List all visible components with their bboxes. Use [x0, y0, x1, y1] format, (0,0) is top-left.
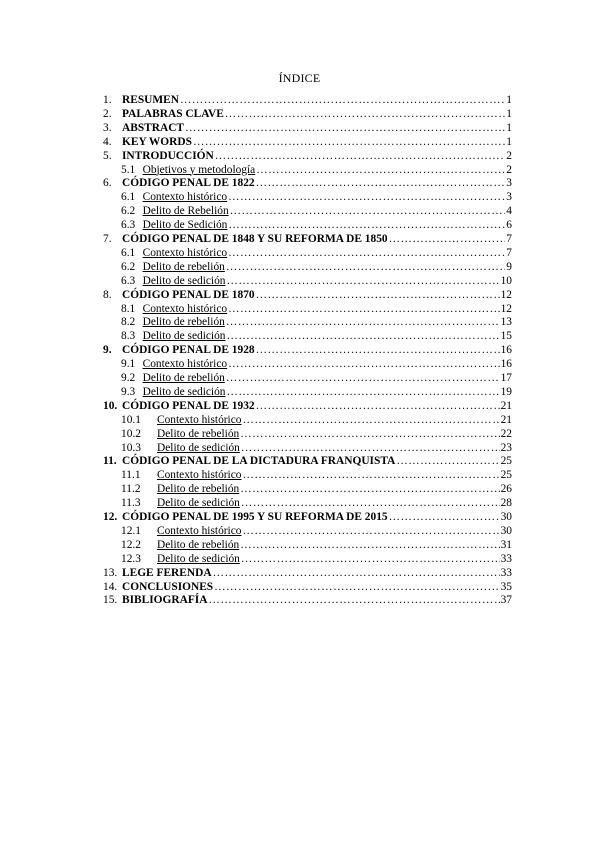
toc-entry-number: 8.: [103, 288, 112, 301]
toc-entry-number: 4.: [103, 135, 112, 148]
toc-entry-page: 7: [506, 246, 512, 259]
toc-entry-label[interactable]: CÓDIGO PENAL DE LA DICTADURA FRANQUISTA: [122, 455, 396, 468]
dot-leader: [228, 218, 505, 232]
toc-entry-label[interactable]: CÓDIGO PENAL DE 1995 Y SU REFORMA DE 2015: [122, 511, 388, 523]
toc-entry-page: 17: [500, 372, 512, 384]
toc-entry-number: 12.: [103, 511, 118, 523]
toc-entry-page: 2: [506, 149, 512, 162]
toc-entry-number: 9.2: [121, 372, 136, 384]
toc-entry[interactable]: [0, 510, 599, 524]
toc-entry-label[interactable]: Delito de rebelión: [157, 483, 240, 496]
dot-leader: [396, 454, 499, 468]
toc-entry-page: 10: [500, 274, 512, 287]
toc-entry[interactable]: [0, 232, 599, 246]
toc-entry-number: 11.2: [121, 483, 141, 496]
toc-entry-page: 16: [500, 344, 512, 357]
toc-entry-page: 4: [506, 205, 512, 218]
toc-entry-label[interactable]: Contexto histórico: [157, 524, 242, 537]
toc-entry-page: 3: [506, 177, 512, 190]
toc-entry-page: 26: [500, 483, 512, 496]
dot-leader: [226, 315, 500, 329]
toc-entry-number: 9.1: [121, 358, 136, 371]
toc-entry-number: 12.3: [121, 552, 141, 565]
toc-entry-page: 15: [500, 330, 512, 343]
toc-entry-label[interactable]: RESUMEN: [122, 94, 179, 106]
toc-entry-page: 1: [506, 121, 512, 134]
toc-entry[interactable]: [0, 149, 599, 163]
toc-entry-label[interactable]: Delito de rebelión: [157, 427, 240, 440]
toc-entry-label[interactable]: ABSTRACT: [122, 121, 185, 134]
toc-entry-number: 5.1: [121, 163, 136, 176]
toc-entry-number: 8.3: [121, 330, 136, 343]
toc-entry-page: 19: [500, 385, 512, 398]
toc-entry-label[interactable]: Delito de rebelión: [157, 538, 240, 551]
toc-entry-label[interactable]: Contexto histórico: [142, 358, 228, 371]
toc-entry[interactable]: [0, 246, 599, 260]
dot-leader: [225, 107, 506, 121]
toc-entry-label[interactable]: Contexto histórico: [142, 191, 228, 204]
toc-entry[interactable]: [0, 482, 599, 496]
dot-leader: [193, 135, 505, 149]
toc-entry-page: 7: [506, 233, 512, 245]
dot-leader: [226, 274, 499, 288]
toc-entry[interactable]: [0, 371, 599, 385]
toc-entry[interactable]: [0, 454, 599, 468]
toc-entry-label[interactable]: CÓDIGO PENAL DE 1870: [122, 288, 255, 301]
toc-entry[interactable]: [0, 552, 599, 566]
toc-entry-number: 10.: [103, 399, 118, 412]
toc-entry-label[interactable]: Delito de sedición: [157, 552, 240, 565]
toc-entry-number: 3.: [103, 121, 112, 134]
toc-entry[interactable]: [0, 524, 599, 538]
toc-entry-label[interactable]: PALABRAS CLAVE: [122, 107, 224, 120]
toc-entry-page: 21: [500, 399, 512, 412]
toc-entry-number: 7.: [103, 233, 112, 245]
toc-entry-label[interactable]: Contexto histórico: [157, 469, 242, 482]
toc-entry-page: 1: [506, 135, 512, 148]
dot-leader: [240, 427, 499, 441]
toc-entry-label[interactable]: Delito de sedición: [142, 274, 226, 287]
toc-entry[interactable]: [0, 302, 599, 316]
toc-entry[interactable]: [0, 190, 599, 204]
dot-leader: [214, 580, 499, 594]
toc-entry-label[interactable]: Delito de rebelión: [142, 372, 225, 384]
toc-entry[interactable]: [0, 496, 599, 510]
dot-leader: [256, 163, 505, 177]
toc-entry-label[interactable]: Objetivos y metodología: [142, 163, 256, 176]
toc-entry-label[interactable]: Delito de sedición: [142, 385, 226, 398]
dot-leader: [242, 413, 499, 427]
toc-entry[interactable]: [0, 107, 599, 121]
toc-entry-page: 25: [500, 469, 512, 482]
toc-entry-label[interactable]: Delito de sedición: [142, 330, 226, 343]
toc-entry-page: 12: [500, 288, 512, 301]
toc-entry-number: 11.: [103, 455, 117, 468]
toc-entry-number: 10.2: [121, 427, 141, 440]
toc-entry-page: 31: [500, 538, 512, 551]
toc-entry-page: 37: [500, 594, 512, 607]
toc-entry[interactable]: [0, 274, 599, 288]
toc-entry-label[interactable]: CONCLUSIONES: [122, 580, 214, 593]
toc-entry-number: 9.: [103, 344, 112, 357]
toc-entry-number: 14.: [103, 580, 118, 593]
dot-leader: [228, 357, 500, 371]
toc-title: ÍNDICE: [278, 71, 321, 85]
toc-entry-number: 10.1: [121, 413, 141, 426]
toc-entry[interactable]: [0, 399, 599, 413]
toc-entry-page: 1: [506, 107, 512, 120]
toc-entry-number: 15.: [103, 594, 118, 607]
toc-entry-page: 25: [500, 455, 512, 468]
dot-leader: [226, 260, 505, 274]
dot-leader: [241, 496, 500, 510]
toc-entry-number: 6.1: [121, 246, 136, 259]
toc-entry-number: 6.3: [121, 219, 136, 232]
toc-entry[interactable]: [0, 468, 599, 482]
toc-entry-label[interactable]: INTRODUCCIÓN: [122, 149, 214, 162]
toc-entry[interactable]: [0, 93, 599, 107]
toc-entry-page: 21: [500, 413, 512, 426]
toc-entry-label[interactable]: Delito de Sedición: [142, 219, 228, 232]
dot-leader: [242, 524, 499, 538]
toc-entry-number: 12.2: [121, 538, 141, 551]
dot-leader: [185, 121, 505, 135]
toc-entry[interactable]: [0, 288, 599, 302]
toc-entry[interactable]: [0, 357, 599, 371]
toc-entry-page: 12: [500, 302, 512, 315]
toc-entry[interactable]: [0, 176, 599, 190]
dot-leader: [208, 593, 499, 607]
toc-entry-number: 13.: [103, 566, 118, 579]
toc-entry[interactable]: [0, 441, 599, 455]
toc-entry-label[interactable]: Contexto histórico: [142, 246, 228, 259]
toc-entry-page: 28: [500, 497, 512, 510]
dot-leader: [215, 149, 506, 163]
toc-entry-page: 22: [500, 427, 512, 440]
toc-entry[interactable]: [0, 343, 599, 357]
toc-entry-number: 2.: [103, 107, 112, 120]
toc-entry-page: 30: [500, 511, 512, 523]
toc-entry-number: 12.1: [121, 524, 141, 537]
toc-entry-number: 8.2: [121, 316, 136, 329]
toc-entry-page: 30: [500, 524, 512, 537]
dot-leader: [389, 232, 506, 246]
dot-leader: [256, 176, 506, 190]
dot-leader: [241, 552, 500, 566]
toc-entry-label[interactable]: Delito de sedición: [157, 441, 240, 454]
toc-entry[interactable]: [0, 121, 599, 135]
toc-entry-label[interactable]: CÓDIGO PENAL DE 1848 Y SU REFORMA DE 1850: [122, 233, 388, 245]
dot-leader: [240, 538, 499, 552]
toc-entry[interactable]: [0, 413, 599, 427]
dot-leader: [228, 190, 505, 204]
toc-entry-label[interactable]: LEGE FERENDA: [122, 566, 212, 579]
toc-entry-page: 13: [500, 316, 512, 329]
toc-entry-label[interactable]: CÓDIGO PENAL DE 1932: [122, 399, 255, 412]
toc-entry-page: 6: [506, 219, 512, 232]
toc-entry-label[interactable]: Contexto histórico: [157, 413, 242, 426]
dot-leader: [256, 399, 500, 413]
toc-entry[interactable]: [0, 218, 599, 232]
dot-leader: [226, 329, 499, 343]
toc-entry-page: 35: [500, 580, 512, 593]
dot-leader: [241, 441, 500, 455]
toc-entry-label[interactable]: KEY WORDS: [122, 135, 192, 148]
toc-entry[interactable]: [0, 566, 599, 580]
toc-entry-label[interactable]: Delito de sedición: [157, 497, 240, 510]
toc-entry[interactable]: [0, 329, 599, 343]
toc-entry-number: 10.3: [121, 441, 141, 454]
toc-entry-label[interactable]: Contexto histórico: [142, 302, 228, 315]
toc-entry-number: 6.2: [121, 260, 136, 273]
toc-entry[interactable]: [0, 593, 599, 607]
dot-leader: [180, 93, 505, 107]
dot-leader: [228, 302, 500, 316]
toc-entry-page: 2: [506, 163, 512, 176]
toc-entry-page: 3: [506, 191, 512, 204]
toc-entry-label[interactable]: Delito de rebelión: [142, 316, 225, 329]
toc-entry-number: 8.1: [121, 302, 136, 315]
dot-leader: [389, 510, 500, 524]
toc-entry[interactable]: [0, 385, 599, 399]
toc-entry-label[interactable]: Delito de Rebelión: [142, 205, 229, 218]
toc-entry[interactable]: [0, 315, 599, 329]
dot-leader: [228, 246, 505, 260]
dot-leader: [213, 566, 500, 580]
toc-entry[interactable]: [0, 204, 599, 218]
toc-entry-page: 23: [500, 441, 512, 454]
toc-entry-number: 6.: [103, 177, 112, 190]
toc-entry-label[interactable]: CÓDIGO PENAL DE 1822: [122, 177, 255, 190]
dot-leader: [226, 385, 499, 399]
toc-entry-number: 6.1: [121, 191, 136, 204]
toc-entry[interactable]: [0, 538, 599, 552]
toc-entry[interactable]: [0, 135, 599, 149]
dot-leader: [256, 288, 500, 302]
toc-entry[interactable]: [0, 163, 599, 177]
dot-leader: [256, 343, 500, 357]
toc-entry-label[interactable]: BIBLIOGRAFÍA: [122, 594, 208, 607]
dot-leader: [230, 204, 506, 218]
toc-entry-label[interactable]: CÓDIGO PENAL DE 1928: [122, 344, 255, 357]
toc-entry-page: 1: [506, 94, 512, 106]
toc-entry-number: 11.3: [121, 497, 141, 510]
toc-entry[interactable]: [0, 580, 599, 594]
dot-leader: [226, 371, 500, 385]
toc-entry-page: 16: [500, 358, 512, 371]
toc-entry-number: 5.: [103, 149, 112, 162]
toc-entry-number: 6.3: [121, 274, 136, 287]
toc-entry-number: 9.3: [121, 385, 136, 398]
toc-entry-page: 33: [500, 552, 512, 565]
toc-entry-page: 33: [500, 566, 512, 579]
toc-entry[interactable]: [0, 260, 599, 274]
toc-entry-number: 6.2: [121, 205, 136, 218]
toc-entry[interactable]: [0, 427, 599, 441]
toc-entry-number: 11.1: [121, 469, 141, 482]
dot-leader: [242, 468, 499, 482]
toc-entry-number: 1.: [103, 94, 112, 106]
toc-entry-label[interactable]: Delito de rebelión: [142, 260, 225, 273]
toc-entry-page: 9: [506, 260, 512, 273]
dot-leader: [240, 482, 499, 496]
